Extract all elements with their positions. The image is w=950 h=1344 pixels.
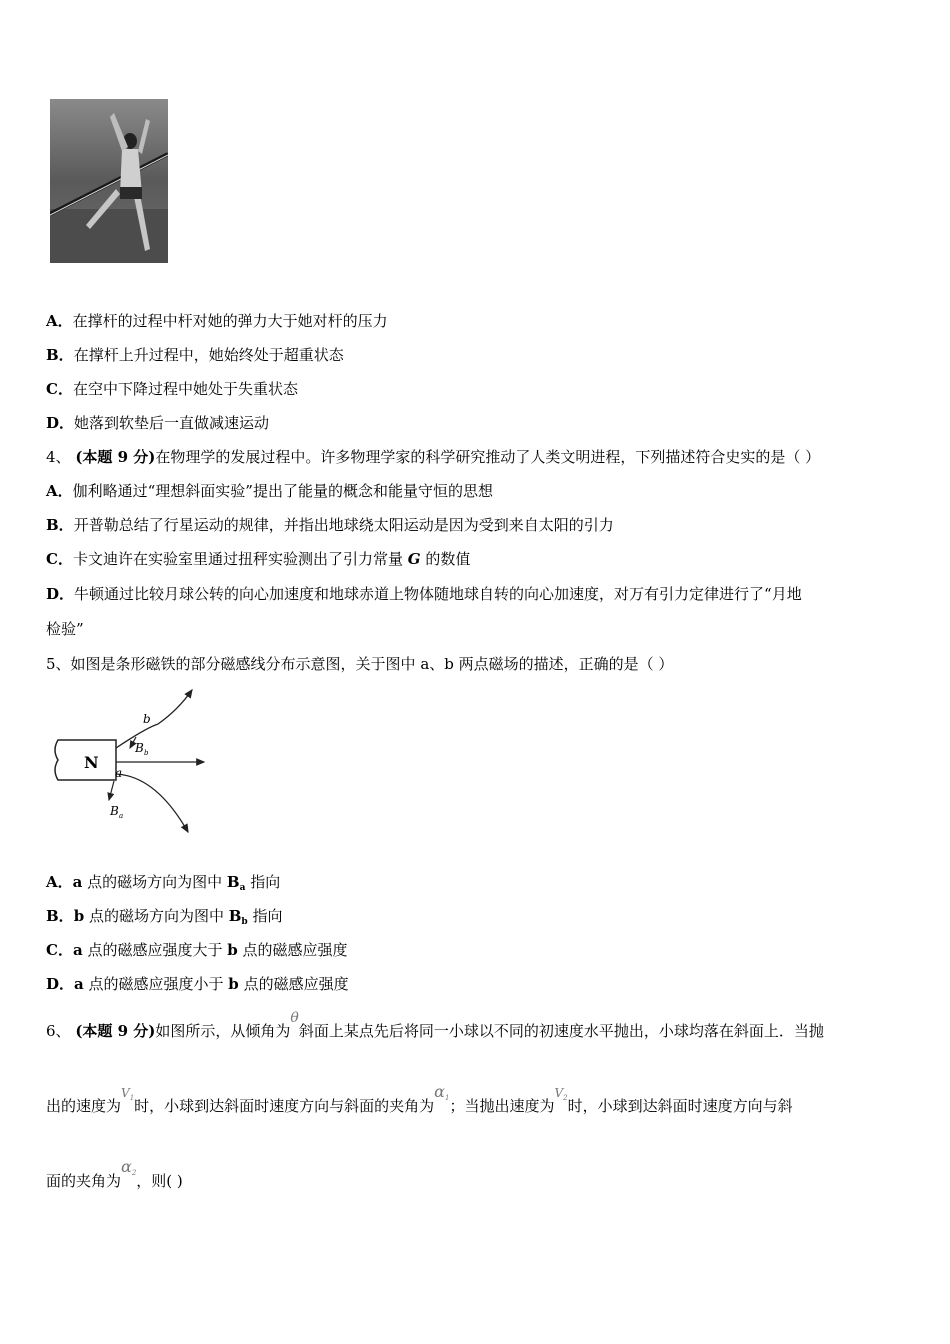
option-label: B． <box>46 346 74 364</box>
question-number: 4、 <box>46 448 71 466</box>
q4-option-d <box>46 584 802 604</box>
option-text: 在撑杆的过程中杆对她的弹力大于她对杆的压力 <box>72 312 388 330</box>
q5-option-c <box>46 940 348 960</box>
option-text: 开普勒总结了行星运动的规律，并指出地球绕太阳运动是因为受到来自太阳的引力 <box>73 516 614 534</box>
option-text: 牛顿通过比较月球公转的向心加速度和地球赤道上物体随地球自转的向心加速度，对万有引力定律进行了“月地 <box>74 585 802 603</box>
alpha2-symbol <box>121 1157 136 1176</box>
q6-stem-line-1 <box>46 1010 824 1042</box>
q4-stem <box>46 447 820 467</box>
q6-stem-line-2 <box>46 1082 793 1119</box>
v2-letter: V <box>554 1086 564 1100</box>
option-text: 点的磁感应强度 <box>237 941 348 959</box>
q3-option-b <box>46 345 344 365</box>
option-label: D． <box>46 414 75 432</box>
option-text: 伽利略通过“理想斜面实验”提出了能量的概念和能量守恒的思想 <box>72 482 493 500</box>
option-label: A． <box>46 482 73 500</box>
field-symbol: B <box>226 873 240 891</box>
field-vector-a <box>109 781 114 800</box>
question-text: 在物理学的发展过程中。许多物理学家的科学研究推动了人类文明进程，下列描述符合史实的是（ ） <box>155 448 821 466</box>
question-text: 如图所示，从倾角为 <box>155 1022 291 1040</box>
option-text: 指向 <box>247 907 283 925</box>
option-text: 点的磁场方向为图中 <box>84 907 229 925</box>
v1-letter: V <box>121 1086 130 1100</box>
option-label: B． <box>46 907 74 925</box>
point-symbol: a <box>74 975 84 993</box>
gravitational-constant-symbol: G <box>407 550 421 568</box>
option-label: B． <box>46 516 74 534</box>
option-text: 点的磁感应强度 <box>238 975 349 993</box>
question-number: 6、 <box>46 1022 71 1040</box>
field-line-lower <box>116 774 188 832</box>
point-symbol: b <box>228 975 239 993</box>
question-text: 时，小球到达斜面时速度方向与斜 <box>567 1097 793 1115</box>
alpha2-letter: α <box>121 1157 132 1176</box>
point-b-label: b <box>143 712 151 726</box>
point-symbol: a <box>72 941 83 959</box>
option-label: A． <box>46 873 73 891</box>
q5-option-a <box>46 872 280 895</box>
point-a-label: a <box>115 766 123 780</box>
question-text: 如图是条形磁铁的部分磁感线分布示意图，关于图中 a、b 两点磁场的描述，正确的是（ ） <box>70 655 674 673</box>
v2-subscript: 2 <box>563 1094 568 1102</box>
q4-option-c <box>46 549 470 569</box>
point-symbol: a <box>72 873 83 891</box>
option-text: 点的磁场方向为图中 <box>82 873 227 891</box>
field-symbol: B <box>228 907 242 925</box>
v2-symbol <box>554 1086 567 1100</box>
q3-option-c <box>46 379 298 399</box>
question-score: (本题 9 分) <box>75 448 156 466</box>
q5-option-b <box>46 906 283 929</box>
q4-option-d-continued <box>46 619 84 639</box>
bar-magnet-field-diagram <box>46 688 216 838</box>
pole-vault-photo <box>50 99 168 263</box>
q5-option-d <box>46 974 349 994</box>
question-text: 时，小球到达斜面时速度方向与斜面的夹角为 <box>134 1097 435 1115</box>
option-label: A． <box>46 312 73 330</box>
alpha1-symbol <box>434 1082 449 1101</box>
option-text: 卡文迪许在实验室里通过扭秤实验测出了引力常量 <box>72 550 408 568</box>
field-subscript: b <box>241 917 248 927</box>
alpha2-subscript: 2 <box>131 1169 137 1177</box>
option-label: C． <box>46 941 73 959</box>
option-label: C． <box>46 550 73 568</box>
field-line-upper <box>116 690 192 748</box>
question-score: (本题 9 分) <box>75 1022 156 1040</box>
option-text: 点的磁感应强度小于 <box>83 975 229 993</box>
point-symbol: b <box>73 907 85 925</box>
option-text: 她落到软垫后一直做减速运动 <box>74 414 270 432</box>
q4-option-b <box>46 515 614 535</box>
option-text: 点的磁感应强度大于 <box>82 941 228 959</box>
question-text: ；当抛出速度为 <box>449 1097 555 1115</box>
question-text: 斜面上某点先后将同一小球以不同的初速度水平抛出，小球均落在斜面上．当抛 <box>298 1022 824 1040</box>
option-text: 的数值 <box>420 550 471 568</box>
field-b-label: B <box>135 741 144 755</box>
question-text: 出的速度为 <box>46 1097 122 1115</box>
option-label: D． <box>46 975 75 993</box>
alpha1-subscript: 1 <box>444 1094 450 1102</box>
q5-stem <box>46 654 673 674</box>
q3-option-d <box>46 413 269 433</box>
alpha1-letter: α <box>434 1082 445 1101</box>
option-text: 在撑杆上升过程中，她始终处于超重状态 <box>73 346 344 364</box>
q6-stem-line-3 <box>46 1157 183 1194</box>
option-text: 检验” <box>46 620 84 638</box>
theta-symbol: θ <box>290 1010 299 1026</box>
q4-option-a <box>46 481 493 501</box>
question-text: ，则( ) <box>136 1172 183 1190</box>
field-b-subscript: b <box>144 749 149 757</box>
option-label: C． <box>46 380 73 398</box>
v1-subscript: 1 <box>129 1094 135 1102</box>
field-subscript: a <box>239 883 246 893</box>
point-symbol: b <box>227 941 238 959</box>
q3-option-a <box>46 311 388 331</box>
option-label: D． <box>46 585 75 603</box>
field-a-subscript: a <box>119 812 124 820</box>
option-text: 指向 <box>245 873 281 891</box>
magnet-pole-label: N <box>84 753 99 772</box>
v1-symbol <box>121 1086 134 1100</box>
question-text: 面的夹角为 <box>46 1172 122 1190</box>
question-number: 5、 <box>46 655 71 673</box>
option-text: 在空中下降过程中她处于失重状态 <box>72 380 298 398</box>
field-a-label: B <box>110 804 119 818</box>
